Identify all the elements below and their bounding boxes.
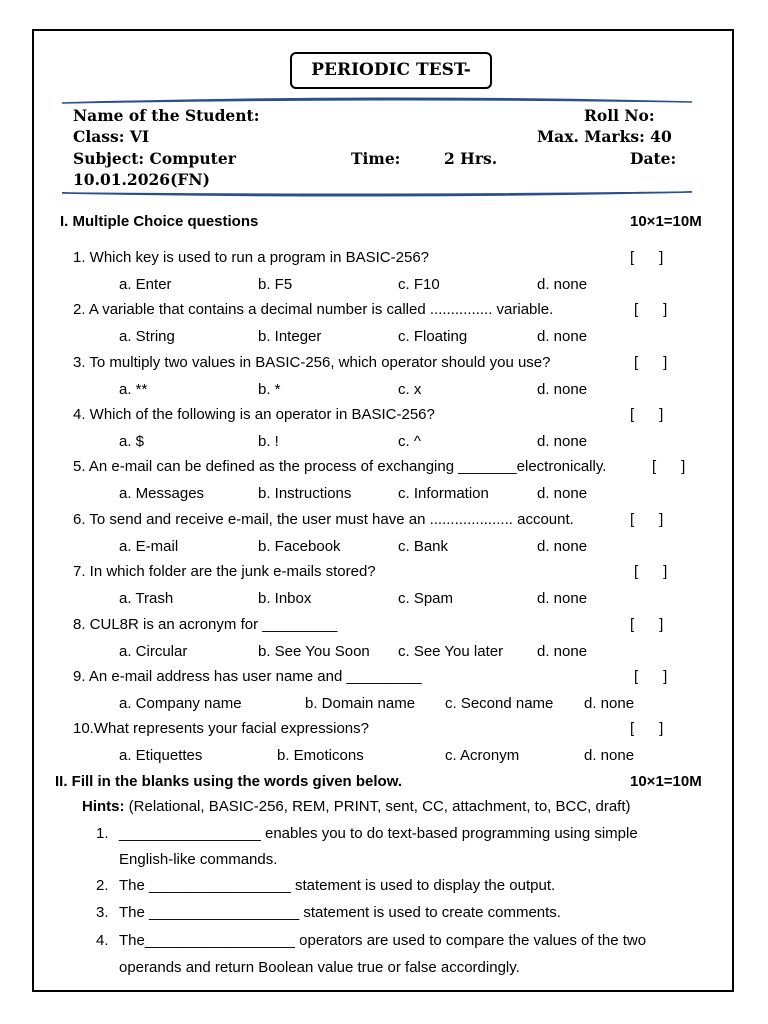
question-1-option-a: a. Enter: [119, 276, 172, 293]
question-9-option-a: a. Company name: [119, 695, 242, 712]
question-4-option-a: a. $: [119, 433, 145, 450]
max-marks-label: Max. Marks: 40: [537, 127, 672, 146]
question-8-option-b: b. See You Soon: [258, 643, 370, 660]
question-6-option-d: d. none: [537, 538, 588, 555]
question-8-answer-bracket[interactable]: [ ]: [630, 616, 664, 633]
question-3-option-a: a. **: [119, 381, 148, 398]
question-6-option-b: b. Facebook: [258, 538, 341, 555]
question-1-option-d: d. none: [537, 276, 588, 293]
question-9-option-b: b. Domain name: [305, 695, 416, 712]
question-5-option-d: d. none: [537, 485, 588, 502]
question-7-text: 7. In which folder are the junk e-mails stored?: [73, 563, 376, 580]
section2-heading: II. Fill in the blanks using the words given below.: [55, 773, 402, 790]
question-4-option-b: b. !: [258, 433, 279, 450]
question-8-option-d: d. none: [537, 643, 588, 660]
question-10-text: 10.What represents your facial expressions?: [73, 720, 369, 737]
date-label: Date:: [630, 149, 677, 168]
question-4-text: 4. Which of the following is an operator in BASIC-256?: [73, 406, 435, 423]
header-bottom-swoosh: [62, 189, 692, 199]
question-3-option-c: c. x: [398, 381, 422, 398]
question-6-option-a: a. E-mail: [119, 538, 179, 555]
question-7-option-a: a. Trash: [119, 590, 174, 607]
question-5-answer-bracket[interactable]: [ ]: [652, 458, 686, 475]
header-top-swoosh: [62, 96, 692, 106]
question-8-option-c: c. See You later: [398, 643, 504, 660]
question-10-option-b: b. Emoticons: [277, 747, 364, 764]
section2-marks: 10×1=10M: [630, 773, 702, 790]
question-7-answer-bracket[interactable]: [ ]: [634, 563, 668, 580]
test-title: PERIODIC TEST-: [290, 52, 492, 89]
question-4-option-c: c. ^: [398, 433, 421, 450]
question-10-answer-bracket[interactable]: [ ]: [630, 720, 664, 737]
hints-label: Hints:: [82, 798, 125, 815]
fib-item-4-num: 4.: [96, 932, 109, 949]
question-2-option-a: a. String: [119, 328, 175, 345]
question-8-option-a: a. Circular: [119, 643, 188, 660]
fib-item-3-num: 3.: [96, 904, 109, 921]
question-6-text: 6. To send and receive e-mail, the user must have an .................... account.: [73, 511, 574, 528]
subject-label: Subject: Computer: [73, 149, 236, 168]
question-2-text: 2. A variable that contains a decimal number is called ............... variable.: [73, 301, 554, 318]
question-10-option-d: d. none: [584, 747, 635, 764]
question-1-option-c: c. F10: [398, 276, 440, 293]
section1-heading: I. Multiple Choice questions: [60, 213, 259, 230]
question-7-option-c: c. Spam: [398, 590, 454, 607]
question-8-text: 8. CUL8R is an acronym for _________: [73, 616, 338, 633]
fib-item-3-line1: The __________________ statement is used to create comments.: [119, 904, 561, 921]
question-5-option-a: a. Messages: [119, 485, 205, 502]
student-name-label: Name of the Student:: [73, 106, 260, 125]
question-6-option-c: c. Bank: [398, 538, 449, 555]
question-9-option-d: d. none: [584, 695, 635, 712]
time-value: 2 Hrs.: [444, 149, 498, 168]
question-1-answer-bracket[interactable]: [ ]: [630, 249, 664, 266]
question-5-text: 5. An e-mail can be defined as the process of exchanging _______electronically.: [73, 458, 607, 475]
fib-item-1-line1: _________________ enables you to do text-based programming using simple: [119, 825, 638, 842]
fib-item-4-line2: operands and return Boolean value true or false accordingly.: [119, 959, 520, 976]
question-1-option-b: b. F5: [258, 276, 293, 293]
question-9-option-c: c. Second name: [445, 695, 554, 712]
question-9-answer-bracket[interactable]: [ ]: [634, 668, 668, 685]
time-label: Time:: [351, 149, 401, 168]
question-3-answer-bracket[interactable]: [ ]: [634, 354, 668, 371]
hints-text: (Relational, BASIC-256, REM, PRINT, sent, CC, attachment, to, BCC, draft): [128, 798, 631, 815]
fib-item-4-line1: The__________________ operators are used to compare the values of the two: [119, 932, 647, 949]
question-7-option-b: b. Inbox: [258, 590, 312, 607]
question-10-option-c: c. Acronym: [445, 747, 520, 764]
date-value: 10.01.2026(FN): [73, 170, 210, 189]
question-5-option-c: c. Information: [398, 485, 489, 502]
question-4-option-d: d. none: [537, 433, 588, 450]
question-2-option-d: d. none: [537, 328, 588, 345]
question-7-option-d: d. none: [537, 590, 588, 607]
question-2-answer-bracket[interactable]: [ ]: [634, 301, 668, 318]
fib-item-1-line2: English-like commands.: [119, 851, 278, 868]
question-2-option-c: c. Floating: [398, 328, 468, 345]
question-1-text: 1. Which key is used to run a program in BASIC-256?: [73, 249, 430, 266]
fib-item-2-line1: The _________________ statement is used to display the output.: [119, 877, 556, 894]
question-2-option-b: b. Integer: [258, 328, 322, 345]
section1-marks: 10×1=10M: [630, 213, 702, 230]
fib-item-1-num: 1.: [96, 825, 109, 842]
class-label: Class: VI: [73, 127, 150, 146]
question-9-text: 9. An e-mail address has user name and _________: [73, 668, 422, 685]
question-3-text: 3. To multiply two values in BASIC-256, which operator should you use?: [73, 354, 551, 371]
question-6-answer-bracket[interactable]: [ ]: [630, 511, 664, 528]
question-5-option-b: b. Instructions: [258, 485, 352, 502]
roll-no-label: Roll No:: [584, 106, 655, 125]
question-3-option-b: b. *: [258, 381, 281, 398]
question-10-option-a: a. Etiquettes: [119, 747, 203, 764]
fib-item-2-num: 2.: [96, 877, 109, 894]
question-4-answer-bracket[interactable]: [ ]: [630, 406, 664, 423]
question-3-option-d: d. none: [537, 381, 588, 398]
hints-line: [82, 798, 631, 815]
